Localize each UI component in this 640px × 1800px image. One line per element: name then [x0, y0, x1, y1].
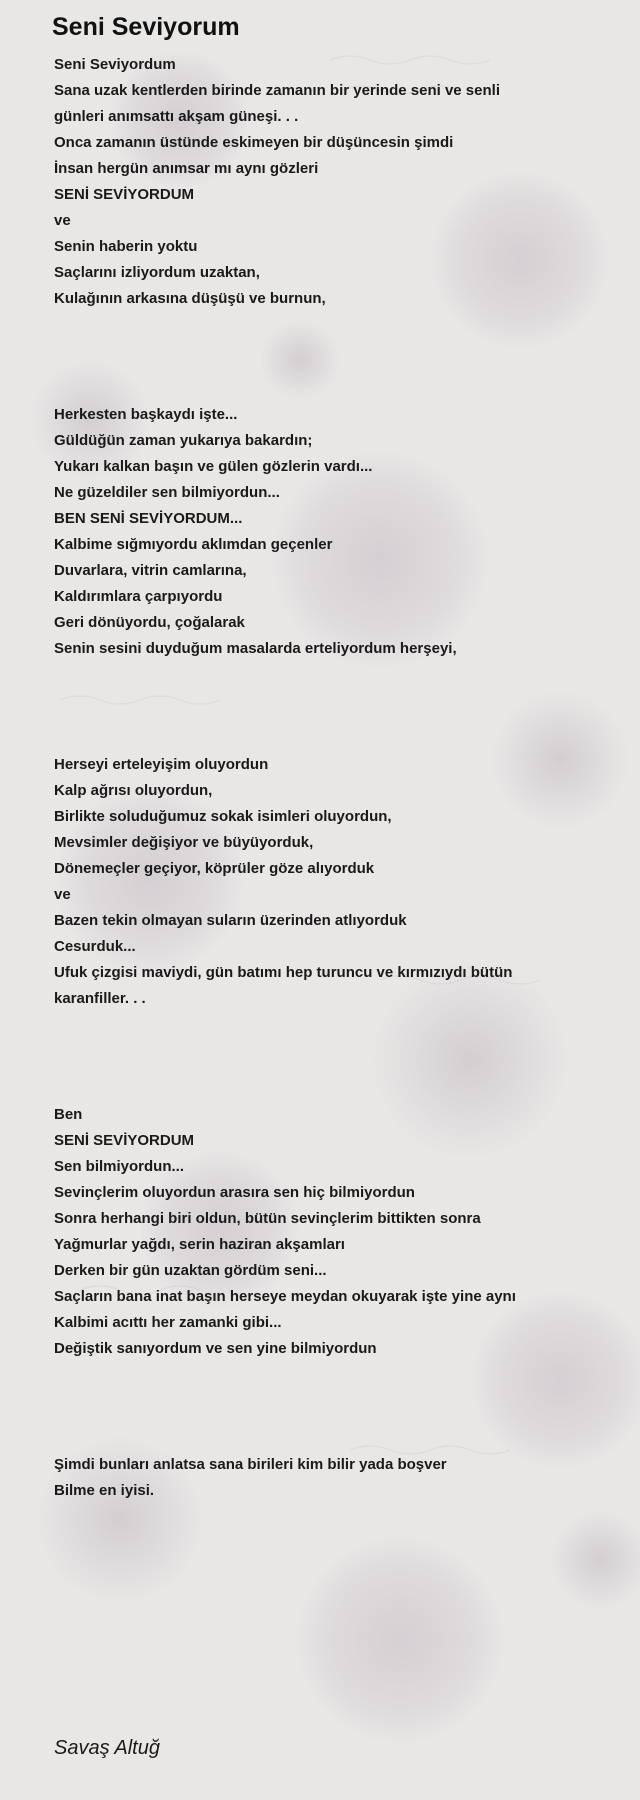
- poem-line: Kalbimi acıttı her zamanki gibi...: [54, 1314, 282, 1331]
- poem-line: Şimdi bunları anlatsa sana birileri kim bilir yada boşver: [54, 1456, 447, 1473]
- poem-line: Ben: [54, 1106, 83, 1123]
- poem-line: Sana uzak kentlerden birinde zamanın bir yerinde seni ve senli: [54, 82, 500, 99]
- poem-line: Geri dönüyordu, çoğalarak: [54, 614, 245, 631]
- poem-line: Herkesten başkaydı işte...: [54, 406, 238, 423]
- poem-line: Dönemeçler geçiyor, köprüler göze alıyorduk: [54, 860, 375, 877]
- poem-line: günleri anımsattı akşam güneşi. . .: [54, 108, 299, 125]
- poem-line: ve: [54, 886, 71, 903]
- poem-line: Senin sesini duyduğum masalarda erteliyordum herşeyi,: [54, 640, 457, 657]
- poem-line: Değiştik sanıyordum ve sen yine bilmiyordun: [54, 1340, 377, 1357]
- stanza-4: [54, 1102, 614, 1362]
- poem-line: Saçlarını izliyordum uzaktan,: [54, 264, 260, 281]
- poem-line: Güldüğün zaman yukarıya bakardın;: [54, 432, 313, 449]
- poem-line: Yukarı kalkan başın ve gülen gözlerin vardı...: [54, 458, 373, 475]
- poem-line: SENİ SEVİYORDUM: [54, 1132, 195, 1149]
- poem-line: Derken bir gün uzaktan gördüm seni...: [54, 1262, 327, 1279]
- poem-line: karanfiller. . .: [54, 990, 146, 1007]
- poem-line: Ufuk çizgisi maviydi, gün batımı hep turuncu ve kırmızıydı bütün: [54, 964, 513, 981]
- poem-line: Sevinçlerim oluyordun arasıra sen hiç bilmiyordun: [54, 1184, 415, 1201]
- poem-line: Seni Seviyordum: [54, 56, 176, 73]
- poem-title: Seni Seviyorum: [52, 13, 240, 41]
- poem-line: Mevsimler değişiyor ve büyüyorduk,: [54, 834, 314, 851]
- poem-line: SENİ SEVİYORDUM: [54, 186, 195, 203]
- poem-line: Herseyi erteleyişim oluyordun: [54, 756, 269, 773]
- poem-line: BEN SENİ SEVİYORDUM...: [54, 510, 243, 527]
- poem-line: İnsan hergün anımsar mı aynı gözleri: [54, 160, 319, 177]
- stanza-2: [54, 402, 614, 662]
- poem-line: Bilme en iyisi.: [54, 1482, 155, 1499]
- stanza-3: [54, 752, 614, 1012]
- poem-line: Kulağının arkasına düşüşü ve burnun,: [54, 290, 326, 307]
- poem-line: Kalbime sığmıyordu aklımdan geçenler: [54, 536, 333, 553]
- poem-line: Senin haberin yoktu: [54, 238, 198, 255]
- poem-line: Duvarlara, vitrin camlarına,: [54, 562, 247, 579]
- poem-line: Kaldırımlara çarpıyordu: [54, 588, 223, 605]
- poem-line: Ne güzeldiler sen bilmiyordun...: [54, 484, 280, 501]
- poem-author: Savaş Altuğ: [54, 1737, 160, 1759]
- stanza-5: [54, 1452, 614, 1504]
- poem-body: [54, 52, 614, 1504]
- poem-line: Sen bilmiyordun...: [54, 1158, 185, 1175]
- poem-line: ve: [54, 212, 71, 229]
- poem-line: Yağmurlar yağdı, serin haziran akşamları: [54, 1236, 345, 1253]
- poem-line: Birlikte soluduğumuz sokak isimleri oluyordun,: [54, 808, 392, 825]
- poem-line: Bazen tekin olmayan suların üzerinden atlıyorduk: [54, 912, 407, 929]
- poem-line: Sonra herhangi biri oldun, bütün sevinçlerim bittikten sonra: [54, 1210, 481, 1227]
- poem-line: Saçların bana inat başın herseye meydan okuyarak işte yine aynı: [54, 1288, 516, 1305]
- poem-line: Onca zamanın üstünde eskimeyen bir düşüncesin şimdi: [54, 134, 454, 151]
- poem-line: Kalp ağrısı oluyordun,: [54, 782, 213, 799]
- poem-line: Cesurduk...: [54, 938, 136, 955]
- stanza-1: [54, 52, 614, 312]
